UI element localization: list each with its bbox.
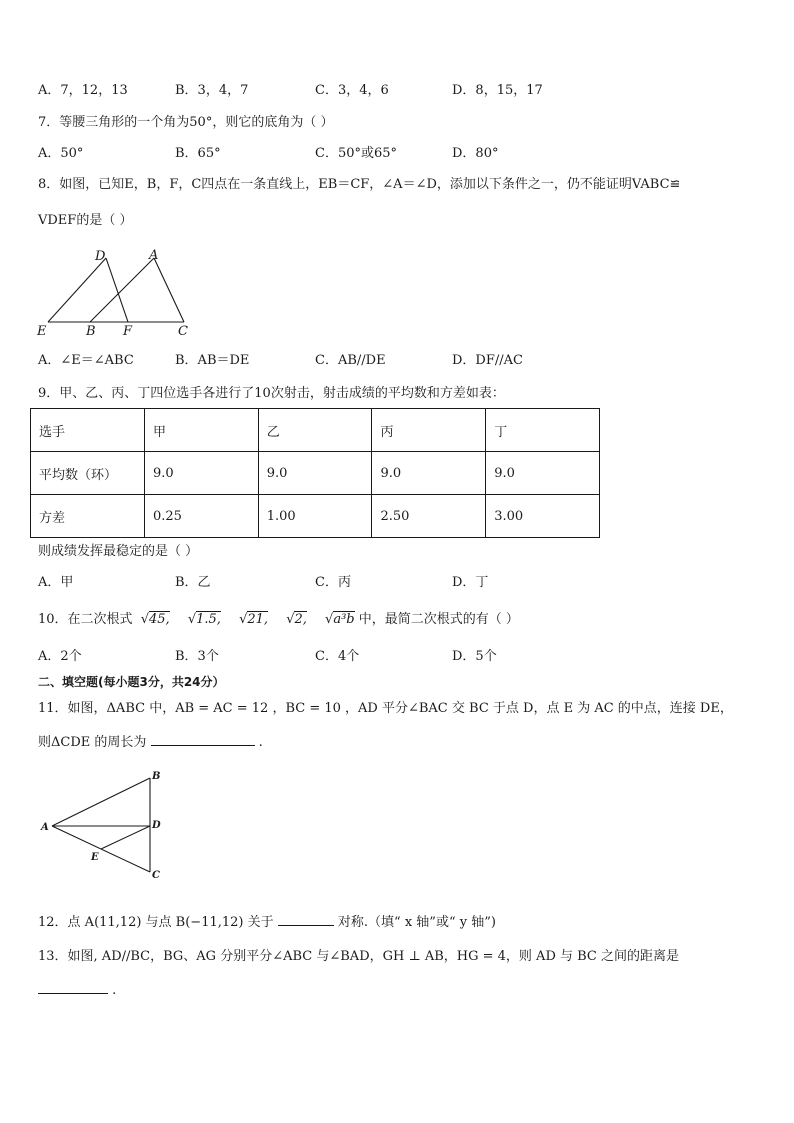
- q10-option-c: C．4个: [315, 649, 360, 664]
- q10-option-b: B．3个: [175, 649, 219, 664]
- q13-stem-line2: [38, 979, 116, 1001]
- table-cell: 2.50: [372, 495, 486, 538]
- table-cell: 甲: [144, 409, 258, 452]
- table-cell: 9.0: [258, 452, 372, 495]
- q12-text-a: 12．点 A(11,12) 与点 B(−11,12) 关于: [38, 915, 274, 930]
- q8-option-b: B．AB＝DE: [175, 353, 250, 368]
- q10-radicand-5: a³b: [333, 612, 355, 627]
- q8-segment-ac: [154, 258, 184, 322]
- q8-label-c: C: [178, 324, 188, 339]
- table-cell: 选手: [31, 409, 145, 452]
- table-row: [31, 495, 600, 538]
- q9-option-a: A．甲: [38, 575, 74, 590]
- q13-stem-line1: 13．如图, AD//BC，BG、AG 分别平分∠ABC 与∠BAD，GH ⊥ AB，HG = 4，则 AD 与 BC 之间的距离是: [38, 949, 679, 964]
- q7-option-c: C．50°或65°: [315, 146, 398, 161]
- q8-figure: [34, 246, 194, 342]
- q9-score-table: [30, 408, 600, 538]
- q10-radical-3: √21,: [239, 612, 269, 627]
- q6-option-c: C．3，4，6: [315, 83, 389, 98]
- section-2-heading: 二、填空题(每小题3分，共24分）: [38, 675, 225, 689]
- q8-label-e: E: [37, 324, 47, 339]
- q10-stem: [38, 610, 519, 630]
- q10-prefix: 10．在二次根式: [38, 612, 133, 627]
- q8-label-d: D: [95, 249, 106, 264]
- table-cell: 9.0: [486, 452, 600, 495]
- q8-option-a: A．∠E＝∠ABC: [38, 353, 134, 368]
- q8-label-f: F: [123, 324, 133, 339]
- table-cell: 丙: [372, 409, 486, 452]
- q6-option-d: D．8，15，17: [452, 83, 543, 98]
- table-cell: 1.00: [258, 495, 372, 538]
- q8-segment-ba: [90, 258, 154, 322]
- q12-answer-blank[interactable]: [278, 911, 334, 926]
- q11-stem-line1: 11．如图，ΔABC 中，AB = AC = 12 ，BC = 10 ，AD 平分∠BAC 交 BC 于点 D，点 E 为 AC 的中点，连接 DE，: [38, 701, 733, 716]
- q6-option-a: A．7，12，13: [38, 83, 128, 98]
- q12-text-b: 对称.（填“ x 轴”或“ y 轴”): [337, 915, 496, 930]
- q8-label-b: B: [86, 324, 96, 339]
- q6-option-b: B．3，4，7: [175, 83, 249, 98]
- q11-label-b: B: [152, 771, 161, 782]
- q11-prefix: 则ΔCDE 的周长为: [38, 735, 147, 750]
- q9-question: 则成绩发挥最稳定的是（ ）: [38, 544, 199, 559]
- q11-figure: [38, 768, 178, 886]
- q8-stem-line2: VDEF的是（ ）: [38, 213, 133, 228]
- q9-stem: 9．甲、乙、丙、丁四位选手各进行了10次射击，射击成绩的平均数和方差如表：: [38, 386, 505, 401]
- q8-segment-ed: [48, 258, 106, 322]
- q7-option-d: D．80°: [452, 146, 499, 161]
- table-cell: 丁: [486, 409, 600, 452]
- q13-answer-blank[interactable]: [38, 979, 108, 994]
- q10-radical-2: √1.5,: [187, 612, 221, 627]
- table-cell: 平均数（环）: [31, 452, 145, 495]
- q11-label-c: C: [152, 870, 160, 881]
- table-cell: 0.25: [144, 495, 258, 538]
- table-cell: 3.00: [486, 495, 600, 538]
- q8-option-d: D．DF//AC: [452, 353, 523, 368]
- q10-option-a: A．2个: [38, 649, 82, 664]
- q7-option-a: A．50°: [38, 146, 84, 161]
- q11-label-d: D: [152, 820, 161, 831]
- q11-segment-de: [101, 826, 150, 849]
- q11-segment-ab: [52, 778, 150, 826]
- q10-radical-1: √45,: [140, 612, 170, 627]
- table-cell: 方差: [31, 495, 145, 538]
- q8-label-a: A: [149, 248, 159, 263]
- q11-period: .: [258, 735, 263, 750]
- q12-stem: [38, 911, 496, 933]
- q9-option-b: B．乙: [175, 575, 211, 590]
- q10-radicand-2: 1.5,: [196, 612, 221, 627]
- q8-stem-line1: 8．如图，已知E，B，F，C四点在一条直线上，EB＝CF，∠A＝∠D，添加以下条件之一，仍不能证明VABC≌: [38, 177, 681, 192]
- table-cell: 9.0: [372, 452, 486, 495]
- q11-label-a: A: [41, 822, 49, 833]
- q8-option-c: C．AB//DE: [315, 353, 386, 368]
- q8-segment-df: [106, 258, 128, 322]
- table-cell: 乙: [258, 409, 372, 452]
- q10-radicand-1: 45,: [148, 612, 170, 627]
- q10-radical-5: √a³b: [325, 612, 355, 627]
- q10-option-d: D．5个: [452, 649, 497, 664]
- table-row: [31, 452, 600, 495]
- q13-period: .: [112, 983, 117, 998]
- q10-radical-4: √2,: [286, 612, 307, 627]
- q10-suffix: 中，最简二次根式的有（ ）: [358, 612, 519, 627]
- q7-stem: 7．等腰三角形的一个角为50°，则它的底角为（ ）: [38, 115, 334, 130]
- q7-option-b: B．65°: [175, 146, 221, 161]
- q9-option-d: D．丁: [452, 575, 489, 590]
- q11-stem-line2: [38, 731, 263, 753]
- table-row: [31, 409, 600, 452]
- q11-answer-blank[interactable]: [151, 731, 255, 746]
- q11-label-e: E: [91, 852, 99, 863]
- q10-radicand-3: 21,: [247, 612, 269, 627]
- q10-radicand-4: 2,: [294, 612, 307, 627]
- q9-option-c: C．丙: [315, 575, 351, 590]
- table-cell: 9.0: [144, 452, 258, 495]
